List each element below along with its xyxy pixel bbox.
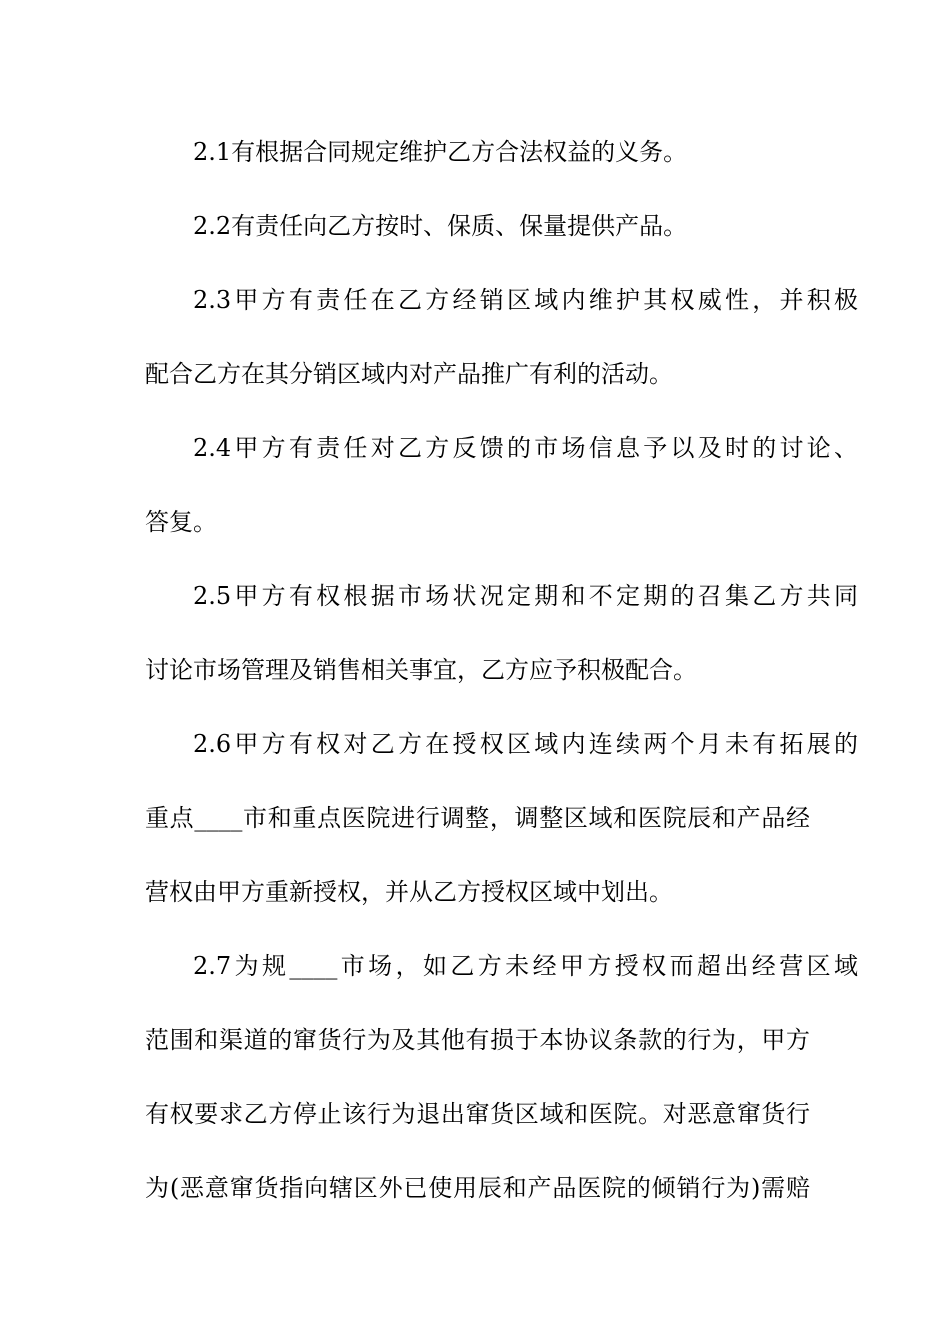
clause-2-7-line-4: 为(恶意窜货指向辖区外已使用辰和产品医院的倾销行为)需赔 (145, 1174, 810, 1202)
clause-2-7-line-1: 2.7为规____市场，如乙方未经甲方授权而超出经营区域 (193, 952, 858, 980)
clause-2-4-line-1: 2.4甲方有责任对乙方反馈的市场信息予以及时的讨论、 (193, 434, 858, 462)
clause-2-6-line-1: 2.6甲方有权对乙方在授权区域内连续两个月未有拓展的 (193, 730, 858, 758)
clause-2-2: 2.2有责任向乙方按时、保质、保量提供产品。 (193, 212, 688, 240)
clause-2-5-line-2: 讨论市场管理及销售相关事宜，乙方应予积极配合。 (145, 656, 697, 684)
clause-2-7-line-2: 范围和渠道的窜货行为及其他有损于本协议条款的行为，甲方 (145, 1026, 810, 1054)
clause-2-3-line-2: 配合乙方在其分销区域内对产品推广有利的活动。 (145, 360, 673, 388)
clause-2-6-line-2: 重点____市和重点医院进行调整，调整区域和医院辰和产品经 (145, 804, 810, 832)
clause-2-6-line-3: 营权由甲方重新授权，并从乙方授权区域中划出。 (145, 878, 673, 906)
clause-2-3-line-1: 2.3甲方有责任在乙方经销区域内维护其权威性，并积极 (193, 286, 858, 314)
clause-2-7-line-3: 有权要求乙方停止该行为退出窜货区域和医院。对恶意窜货行 (145, 1100, 810, 1128)
clause-2-5-line-1: 2.5甲方有权根据市场状况定期和不定期的召集乙方共同 (193, 582, 858, 610)
clause-2-4-line-2: 答复。 (145, 508, 217, 536)
clause-2-1: 2.1有根据合同规定维护乙方合法权益的义务。 (193, 138, 688, 166)
